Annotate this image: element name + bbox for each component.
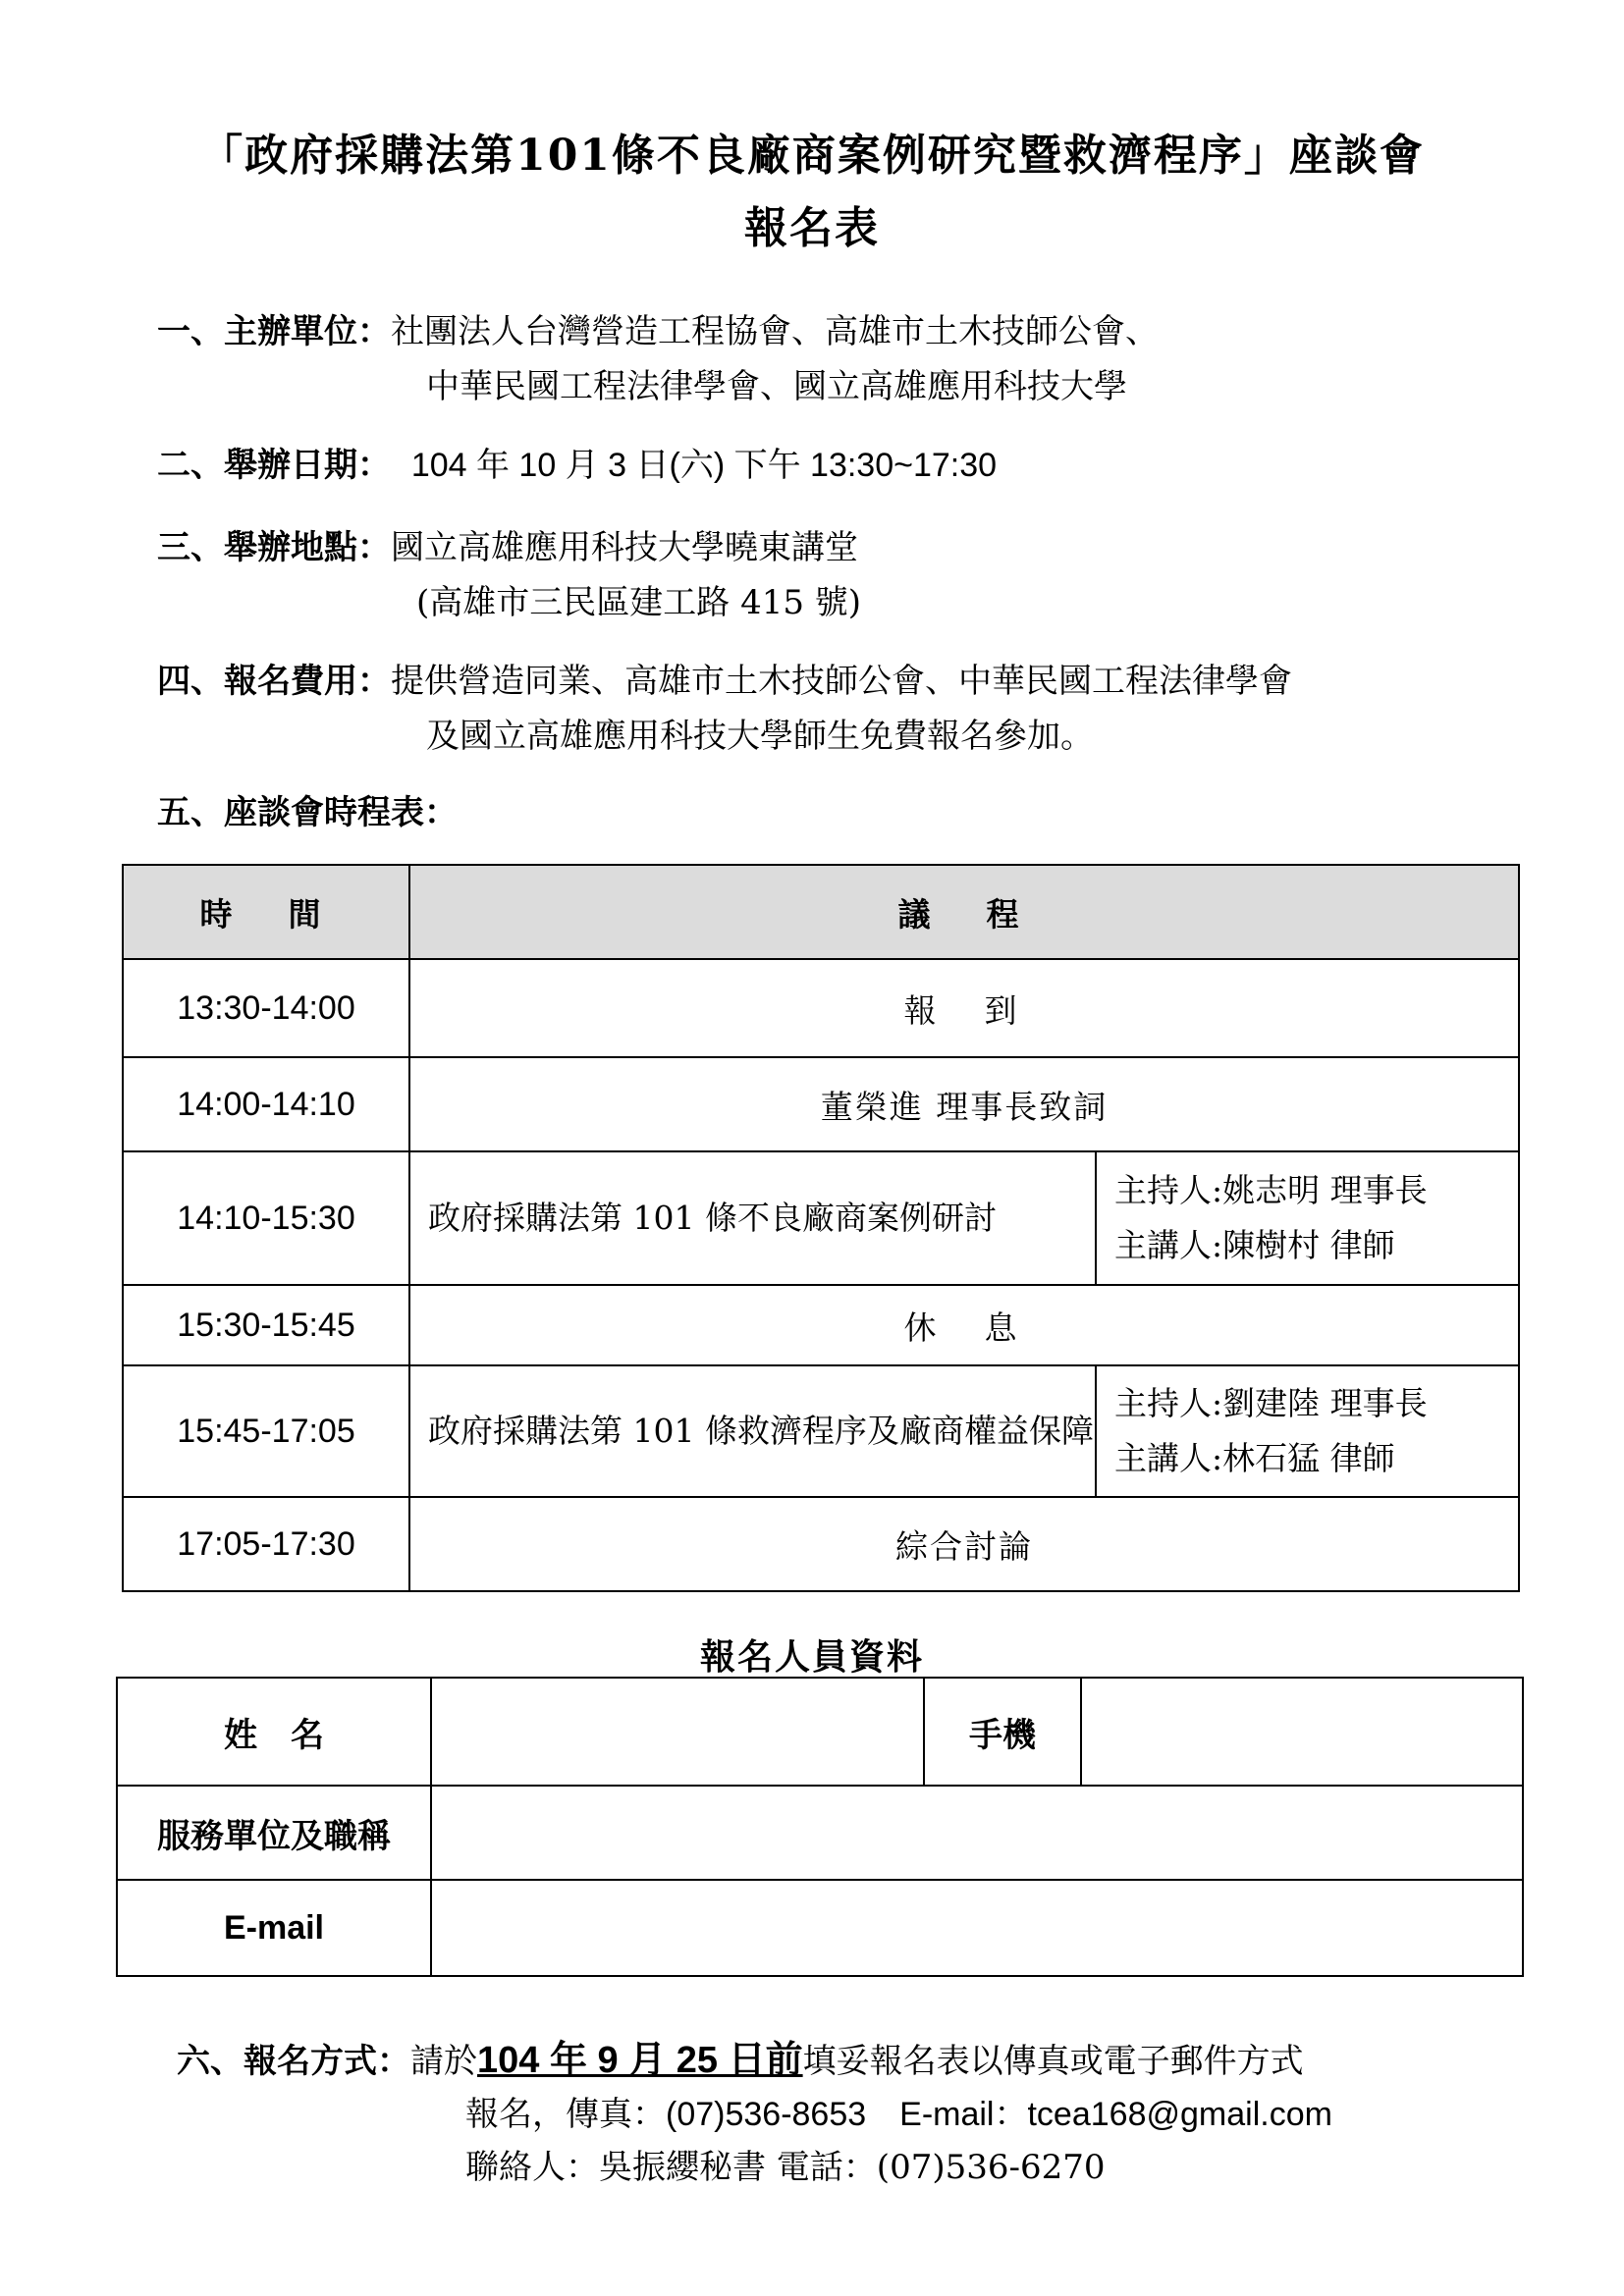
agenda-cell: 綜合討論 xyxy=(409,1497,1519,1591)
agenda-cell: 休 息 xyxy=(409,1285,1519,1365)
host-cell xyxy=(1096,1151,1519,1285)
org-title-field[interactable] xyxy=(431,1786,1523,1880)
fee-section xyxy=(157,654,1292,709)
venue-section xyxy=(157,520,858,575)
agenda-cell: 報 到 xyxy=(409,959,1519,1057)
fax-email: 報名，傳真：(07)536-8653 E-mail：tcea168@gmail.com xyxy=(465,2096,1332,2133)
topic-cell: 政府採購法第 101 條救濟程序及廠商權益保障 xyxy=(409,1365,1096,1497)
schedule-section xyxy=(157,785,458,840)
fee-line1: 提供營造同業、高雄市土木技師公會、中華民國工程法律學會 xyxy=(391,662,1292,701)
time-cell: 14:10-15:30 xyxy=(123,1151,409,1285)
table-row xyxy=(117,1678,1523,1786)
date-label: 二、舉辦日期： xyxy=(157,446,391,485)
method-post: 填妥報名表以傳真或電子郵件方式 xyxy=(802,2042,1304,2081)
schedule-table xyxy=(122,864,1520,1592)
table-row xyxy=(123,1285,1519,1365)
table-row xyxy=(123,959,1519,1057)
time-cell: 14:00-14:10 xyxy=(123,1057,409,1151)
org-title-label: 服務單位及職稱 xyxy=(117,1786,431,1880)
venue-line2: (高雄市三民區建工路 415 號) xyxy=(416,583,862,622)
time-cell: 17:05-17:30 xyxy=(123,1497,409,1591)
table-row xyxy=(123,1151,1519,1285)
header-time: 時 間 xyxy=(123,865,409,959)
name-label: 姓 名 xyxy=(117,1678,431,1786)
registration-table xyxy=(116,1677,1524,1977)
fee-line2: 及國立高雄應用科技大學師生免費報名參加。 xyxy=(426,717,1094,756)
time-cell: 15:30-15:45 xyxy=(123,1285,409,1365)
schedule-label: 五、座談會時程表： xyxy=(157,793,458,832)
table-row xyxy=(123,1365,1519,1497)
organizer-line2: 中華民國工程法律學會、國立高雄應用科技大學 xyxy=(426,367,1127,406)
schedule-header-row xyxy=(123,865,1519,959)
table-row xyxy=(123,1057,1519,1151)
table-row xyxy=(123,1497,1519,1591)
organizer-section xyxy=(157,304,1159,359)
table-row xyxy=(117,1880,1523,1976)
time-cell: 15:45-17:05 xyxy=(123,1365,409,1497)
method-line2 xyxy=(177,2088,1332,2141)
method-label: 六、報名方式： xyxy=(177,2042,410,2081)
fee-label: 四、報名費用： xyxy=(157,662,391,701)
host-cell xyxy=(1096,1365,1519,1497)
header-agenda: 議 程 xyxy=(409,865,1519,959)
email-label: E-mail xyxy=(117,1880,431,1976)
document-title: 「政府採購法第101條不良廠商案例研究暨救濟程序」座談會 xyxy=(199,131,1425,181)
method-pre: 請於 xyxy=(410,2042,477,2081)
speaker-name: 主講人:陳樹村 律師 xyxy=(1114,1226,1395,1264)
method-line1 xyxy=(177,2034,1332,2088)
organizer-line1: 社團法人台灣營造工程協會、高雄市土木技師公會、 xyxy=(391,312,1159,351)
agenda-cell: 董榮進 理事長致詞 xyxy=(409,1057,1519,1151)
name-field[interactable] xyxy=(431,1678,924,1786)
table-row xyxy=(117,1786,1523,1880)
organizer-label: 一、主辦單位： xyxy=(157,312,391,351)
date-section xyxy=(157,438,997,493)
date-value: 104 年 10 月 3 日(六) 下午 13:30~17:30 xyxy=(410,447,998,484)
phone-label: 手機 xyxy=(924,1678,1081,1786)
document-subtitle: 報名表 xyxy=(744,203,880,253)
host-name: 主持人:劉建陸 理事長 xyxy=(1114,1384,1428,1422)
method-line3 xyxy=(177,2141,1332,2194)
time-cell: 13:30-14:00 xyxy=(123,959,409,1057)
venue-label: 三、舉辦地點： xyxy=(157,528,391,567)
deadline: 104 年 9 月 25 日前 xyxy=(477,2040,803,2081)
phone-field[interactable] xyxy=(1081,1678,1523,1786)
host-name: 主持人:姚志明 理事長 xyxy=(1114,1171,1428,1209)
topic-cell: 政府採購法第 101 條不良廠商案例研討 xyxy=(409,1151,1096,1285)
contact: 聯絡人：吳振纓秘書 電話：(07)536-6270 xyxy=(465,2148,1106,2187)
registration-title: 報名人員資料 xyxy=(699,1636,924,1678)
email-field[interactable] xyxy=(431,1880,1523,1976)
speaker-name: 主講人:林石猛 律師 xyxy=(1114,1439,1395,1477)
venue-line1: 國立高雄應用科技大學曉東講堂 xyxy=(391,528,858,567)
method-section xyxy=(177,2034,1332,2194)
